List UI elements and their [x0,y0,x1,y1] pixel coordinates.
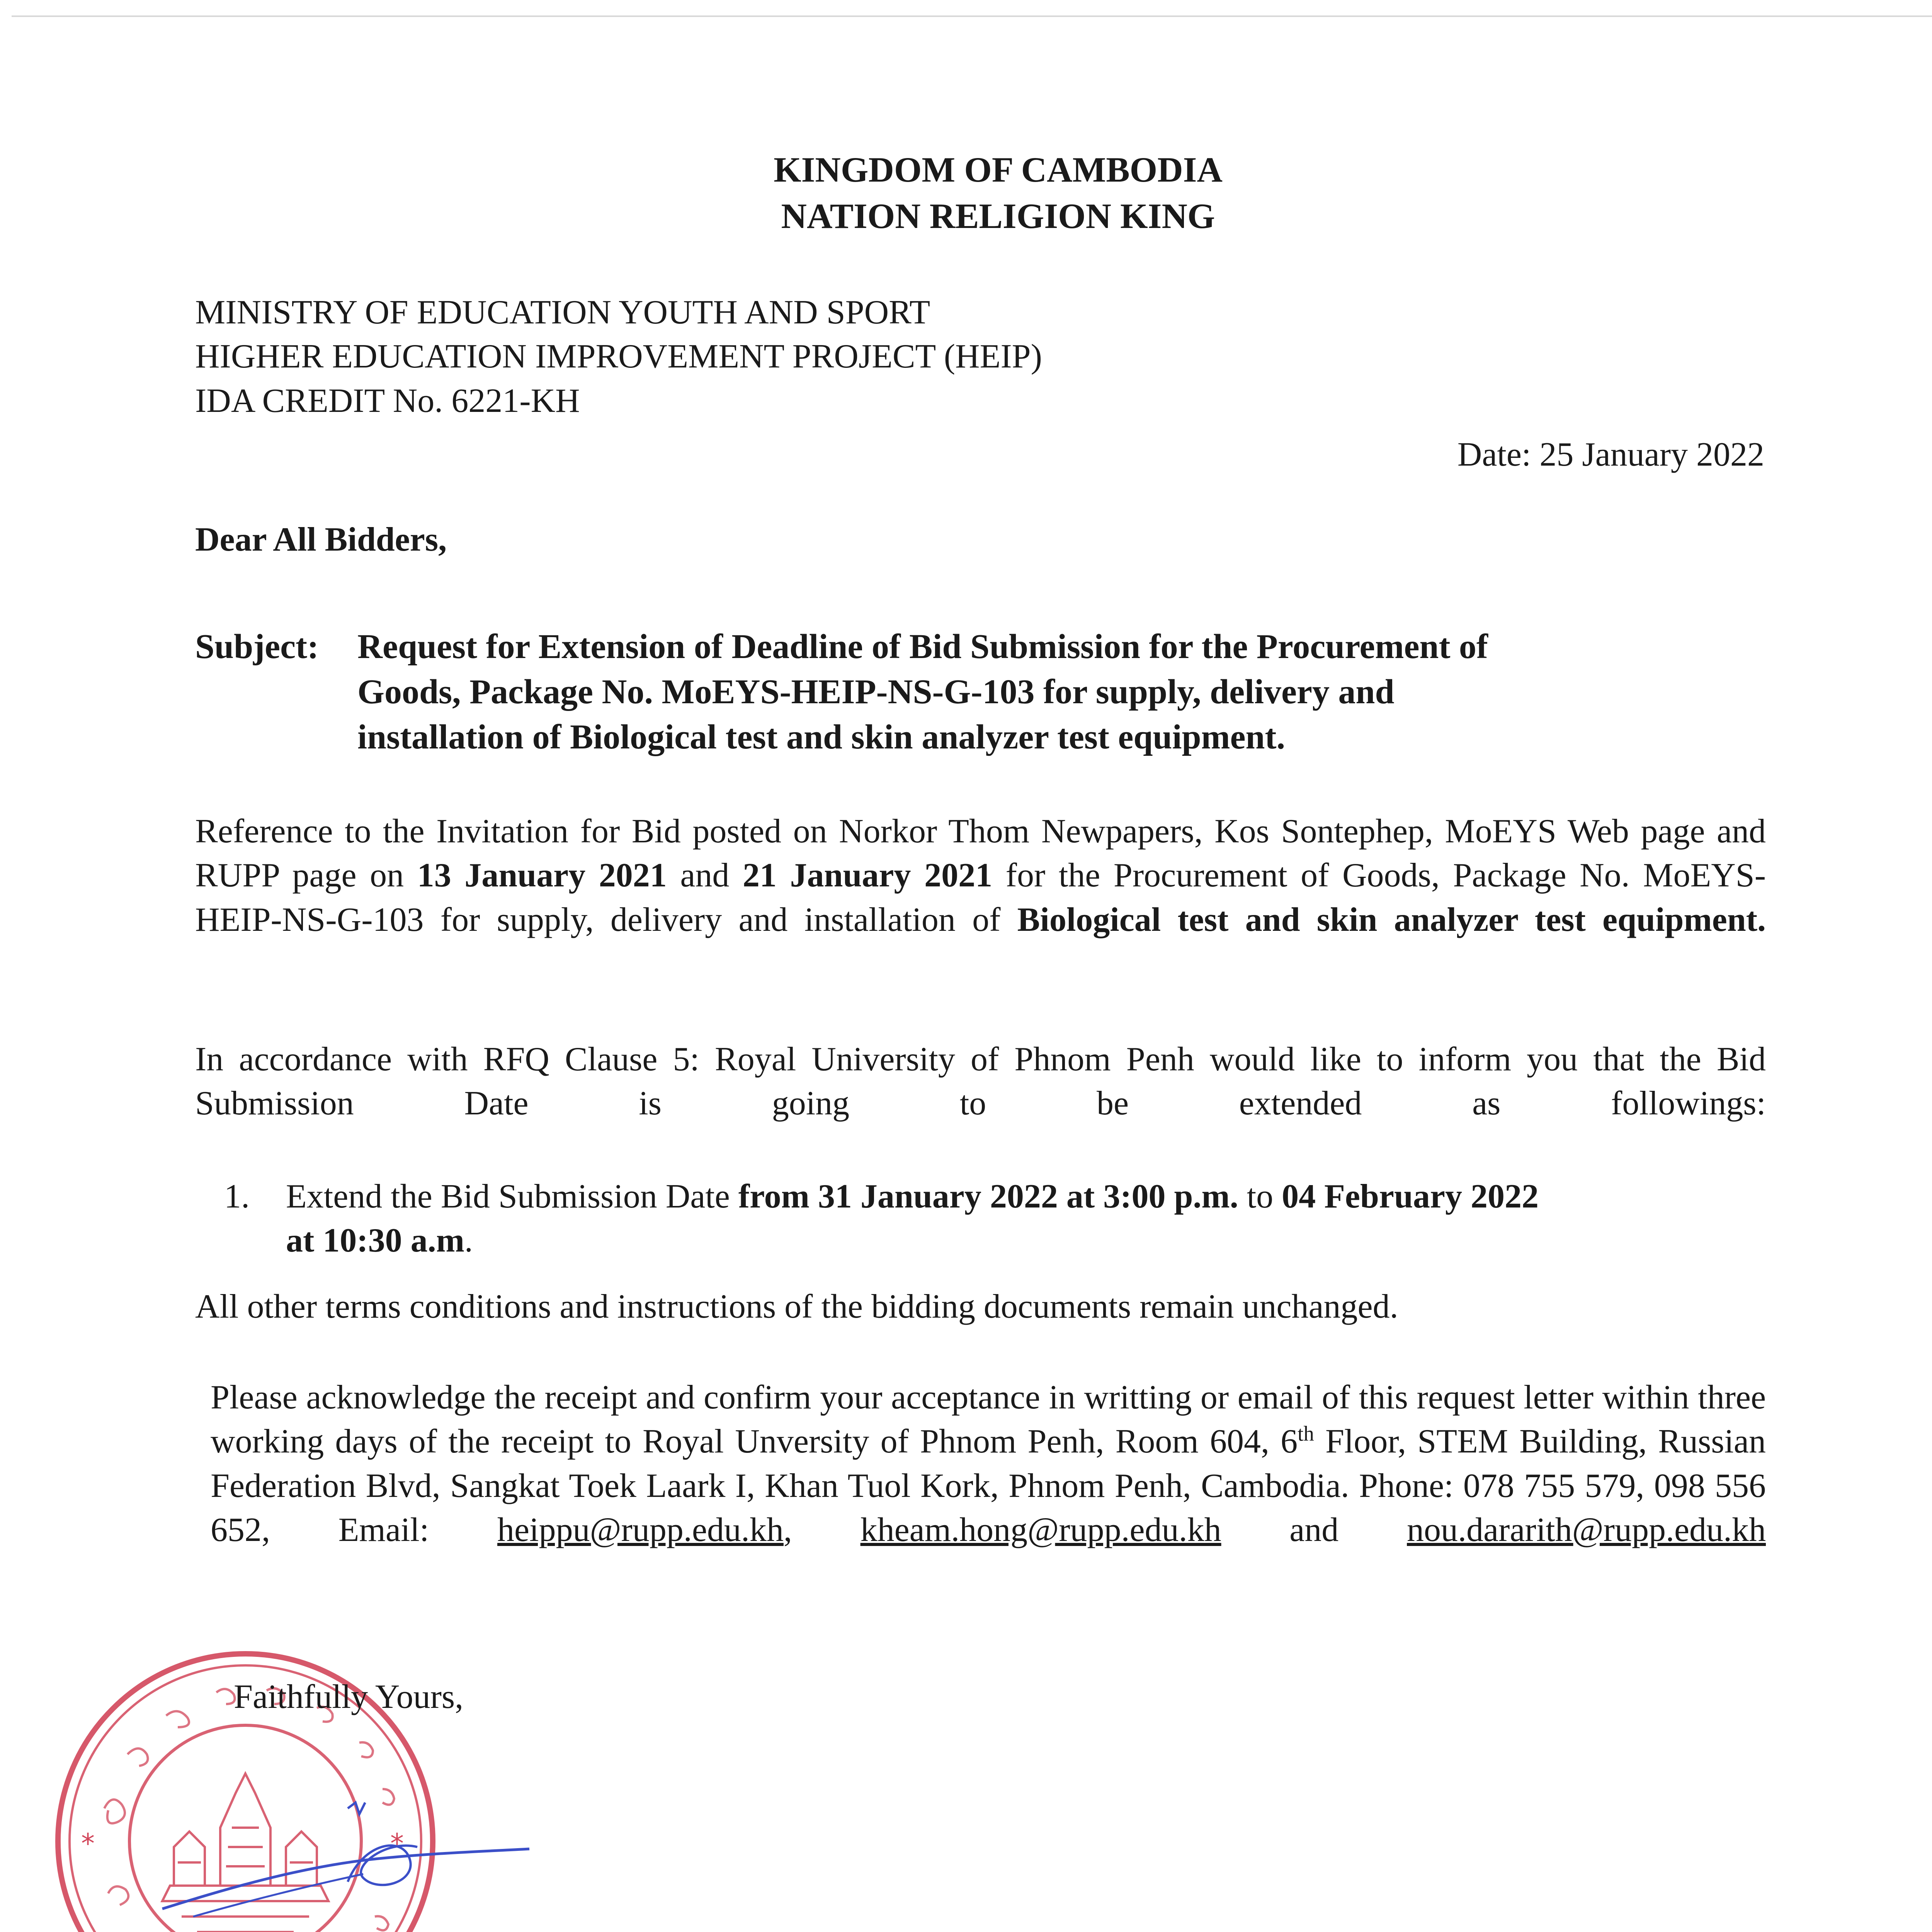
ack-sep-2: and [1221,1511,1407,1549]
item-new-deadline-time: at 10:30 a.m [286,1222,464,1260]
accordance-paragraph: In accordance with RFQ Clause 5: Royal University of Phnom Penh would like to inform you that the Bid Submission Date is going to be extended as followings: [195,1041,1766,1122]
reference-date-2: 21 January 2021 [742,857,993,895]
reference-text-1: Reference to the Invitation for Bid posted on Norkor Thom Newpapers, Kos Sontephep, MoEYS Web page and RUPP page on [195,813,1766,895]
salutation: Dear All Bidders, [195,521,447,558]
email-link-nou[interactable]: nou.dararith@rupp.edu.kh [1406,1511,1766,1549]
item-old-deadline: from 31 January 2022 at 3:00 p.m. [738,1178,1238,1215]
svg-text:*: * [81,1828,95,1859]
email-link-kheam[interactable]: kheam.hong@rupp.edu.kh [860,1511,1221,1549]
reference-text-2: and [667,857,743,895]
scan-edge-line [12,15,1932,17]
item-text-1: Extend the Bid Submission Date [286,1178,738,1215]
item-number: 1. [224,1178,250,1215]
terms-paragraph: All other terms conditions and instructions of the bidding documents remain unchanged. [195,1288,1398,1325]
subject-line-2: Goods, Package No. MoEYS-HEIP-NS-G-103 for supply, delivery and [357,673,1395,711]
ack-text-2: Floor, STEM Building, Russian Federation Blvd, Sangkat Toek Laark I, Khan Tuol Kork, Phnom Penh, Cambodia. Phone: 078 755 579, 098 556 652, Email: [211,1423,1766,1549]
svg-text:*: * [390,1828,404,1859]
subject-label: Subject: [195,628,319,666]
reference-text-3: for the Procurement of Goods, Package No. MoEYS-HEIP-NS-G-103 for supply, delivery and installation of [195,857,1766,939]
subject-line-1: Request for Extension of Deadline of Bid Submission for the Procurement of [357,628,1488,666]
email-link-heippu[interactable]: heippu@rupp.edu.kh [497,1511,784,1549]
heading-motto: NATION RELIGION KING [781,196,1215,236]
reference-paragraph [195,810,1766,942]
reference-equipment: Biological test and skin analyzer test equipment. [1017,901,1766,939]
item-new-deadline-date: 04 February 2022 [1282,1178,1539,1215]
item-text-2: to [1238,1178,1282,1215]
project-name: HIGHER EDUCATION IMPROVEMENT PROJECT (HEIP) [195,338,1042,376]
ack-ordinal: th [1298,1422,1314,1446]
reference-date-1: 13 January 2021 [417,857,667,895]
ministry-name: MINISTRY OF EDUCATION YOUTH AND SPORT [195,294,930,331]
extension-item [224,1175,1766,1263]
heading-kingdom: KINGDOM OF CAMBODIA [774,150,1223,189]
ack-sep-1: , [783,1511,861,1549]
ministry-block [195,291,1042,423]
ack-text-1: Please acknowledge the receipt and confirm your acceptance in writting or email of this request letter within three working days of the receipt to Royal Unversity of Phnom Penh, Room 604, 6 [211,1379,1766,1461]
closing-line: Faithfully Yours, [234,1678,464,1716]
credit-number: IDA CREDIT No. 6221-KH [195,382,580,420]
item-period: . [464,1222,473,1260]
letter-heading [0,147,1932,239]
acknowledge-paragraph [211,1376,1766,1553]
letter-date: Date: 25 January 2022 [1457,436,1764,473]
subject-line-3: installation of Biological test and skin analyzer test equipment. [357,718,1285,756]
subject-block [195,624,1776,760]
handwritten-signature [147,1793,533,1932]
